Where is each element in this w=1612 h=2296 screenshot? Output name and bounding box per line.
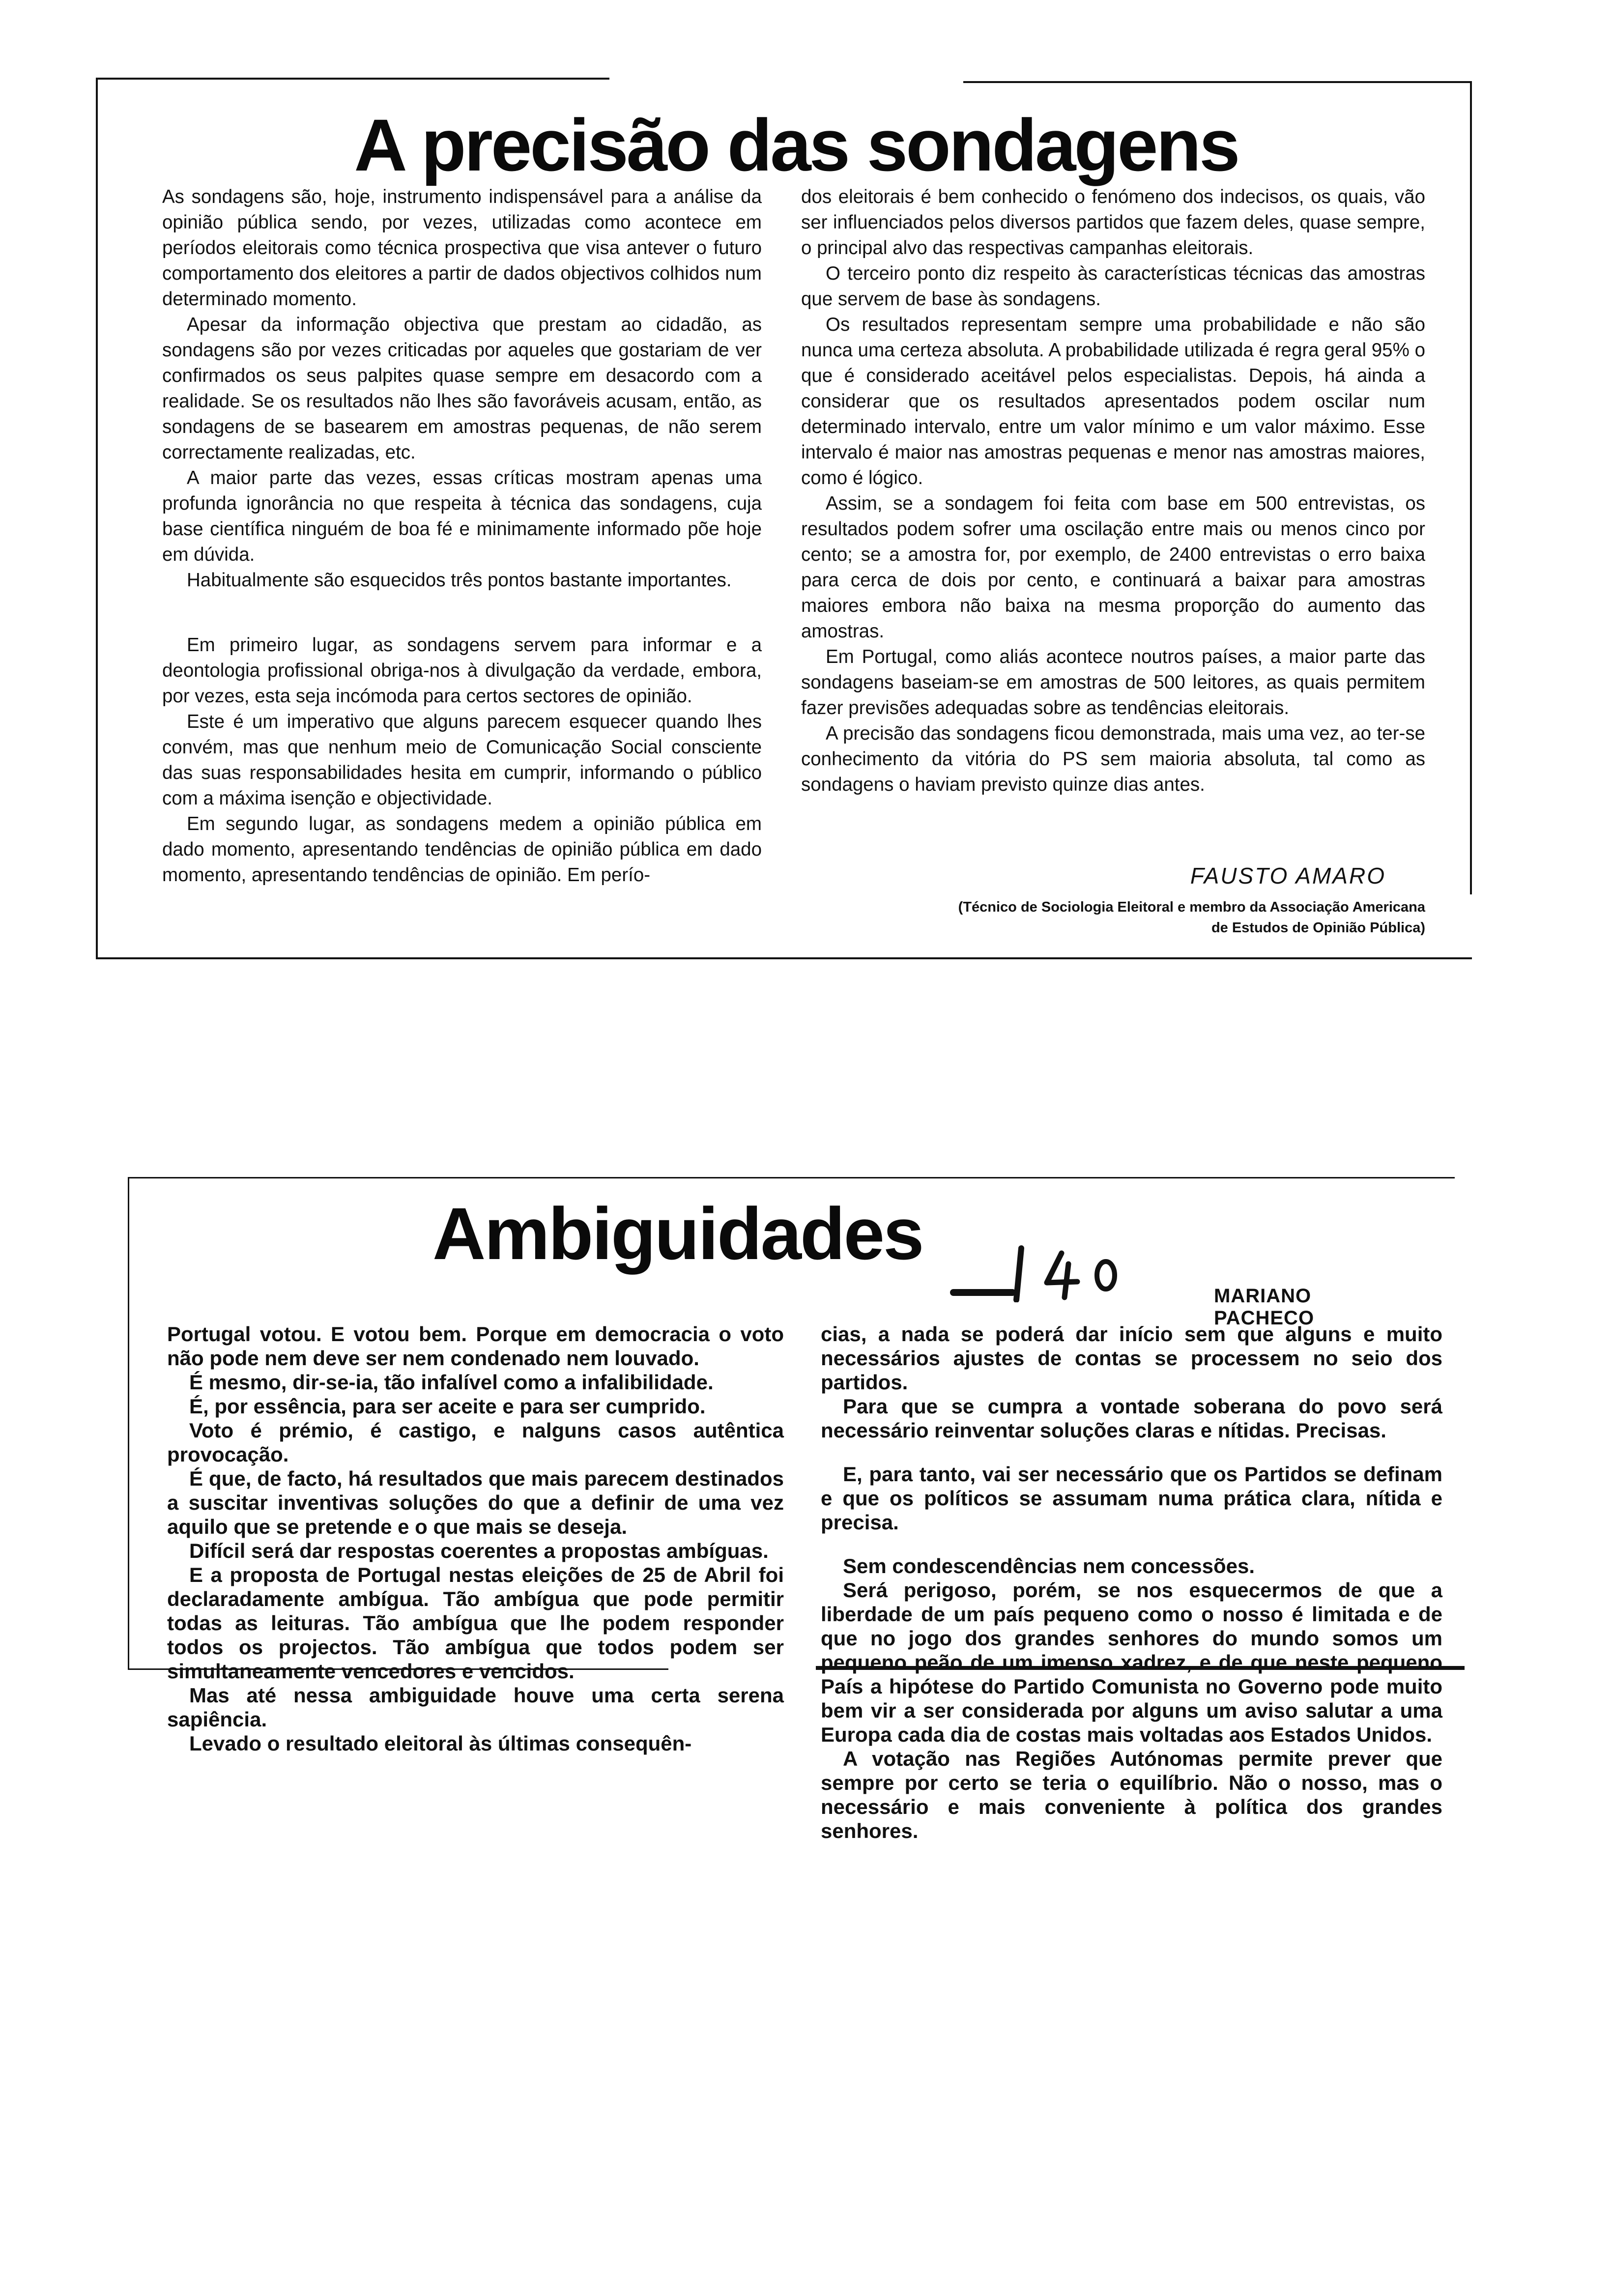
frame-left-rule <box>96 78 98 957</box>
handwritten-mark <box>949 1219 1135 1302</box>
article-column-right <box>801 184 1425 798</box>
frame-right-rule <box>1470 81 1472 894</box>
article-column-right <box>821 1322 1442 1843</box>
author-byline: FAUSTO AMARO <box>1190 863 1386 889</box>
author-byline: MARIANO PACHECO <box>1214 1285 1315 1329</box>
article-column-left <box>162 184 762 888</box>
paragraph: É que, de facto, há resultados que mais parecem destinados a suscitar inventivas soluções do que a definir de uma vez aquilo que se pretende e o que mais se deseja. <box>167 1467 784 1538</box>
frame-top-right-rule <box>963 81 1472 83</box>
frame-left-rule <box>128 1177 129 1668</box>
paragraph: Assim, se a sondagem foi feita com base em 500 entrevistas, os resultados podem sofrer uma oscilação entre mais ou menos cinco por cento; se a amostra for, por exemplo, de 2400 entrevistas o erro baixa para cerca de dois por cento, e continuará a baixar para amostras maiores embora não baixa na mesma proporção do aumento das amostras. <box>801 493 1425 642</box>
paragraph: As sondagens são, hoje, instrumento indispensável para a análise da opinião pública sendo, por vezes, utilizadas como acontece em períodos eleitorais como técnica prospectiva que visa antever o futuro comportamento dos eleitores a partir de dados objectivos colhidos num determinado momento. <box>162 186 762 310</box>
paragraph: Em Portugal, como aliás acontece noutros países, a maior parte das sondagens baseiam-se em amostras de 500 leitores, as quais permitem fazer previsões adequadas sobre as tendências eleitorais. <box>801 646 1425 718</box>
frame-top-left-rule <box>96 78 609 80</box>
paragraph: Para que se cumpra a vontade soberana do povo será necessário reinventar soluções claras e nítidas. Precisas. <box>821 1395 1442 1442</box>
author-credit <box>796 897 1425 938</box>
paragraph: A maior parte das vezes, essas críticas mostram apenas uma profunda ignorância no que respeita à técnica das sondagens, cuja base científica ninguém de boa fé e minimamente informado põe hoje em dúvida. <box>162 467 762 565</box>
paragraph: Voto é prémio, é castigo, e nalguns casos autêntica provocação. <box>167 1419 784 1466</box>
author-credit-line: de Estudos de Opinião Pública) <box>1211 920 1425 936</box>
paragraph: Os resultados representam sempre uma probabilidade e não são nunca uma certeza absoluta. A probabilidade utilizada é regra geral 95% o que é considerado aceitável pelos especialistas. Depois, há ainda a considerar que os resultados apresentados podem oscilar num determinado intervalo, entre um valor mínimo e um valor máximo. Esse intervalo é maior nas amostras pequenas e menor nas amostras maiores, como é lógico. <box>801 314 1425 488</box>
paragraph: A precisão das sondagens ficou demonstrada, mais uma vez, ao ter-se conhecimento da vitória do PS sem maioria absoluta, tal como as sondagens o haviam previsto quinze dias antes. <box>801 723 1425 795</box>
paragraph: Portugal votou. E votou bem. Porque em democracia o voto não pode nem deve ser nem condenado nem louvado. <box>167 1322 784 1370</box>
paragraph: Apesar da informação objectiva que prestam ao cidadão, as sondagens são por vezes criticadas por aqueles que gostariam de ver confirmados os seus palpites quase sempre em desacordo com a realidade. Se os resultados não lhes são favoráveis acusam, então, as sondagens de se basearem em amostras pequenas, de não serem correctamente realizadas, etc. <box>162 314 762 463</box>
paragraph: E, para tanto, vai ser necessário que os Partidos se definam e que os políticos se assumam numa prática clara, nítida e precisa. <box>821 1463 1442 1534</box>
paragraph: Habitualmente são esquecidos três pontos bastante importantes. <box>187 570 732 591</box>
article-column-left <box>167 1322 784 1755</box>
article-title: Ambiguidades <box>432 1192 923 1275</box>
paragraph: dos eleitorais é bem conhecido o fenómeno dos indecisos, os quais, vão ser influenciados pelos diversos partidos que fazem deles, quase sempre, o principal alvo das respectivas campanhas eleitorais. <box>801 186 1425 258</box>
paragraph: É mesmo, dir-se-ia, tão infalível como a infalibilidade. <box>189 1371 714 1394</box>
paragraph: Mas até nessa ambiguidade houve uma certa serena sapiência. <box>167 1684 784 1731</box>
frame-top-rule <box>128 1177 1455 1178</box>
article-title: A precisão das sondagens <box>354 104 1238 186</box>
paragraph: Em segundo lugar, as sondagens medem a opinião pública em dado momento, apresentando tendências de opinião pública em dado momento, apresentando tendências de opinião. Em perío- <box>162 813 762 886</box>
paragraph: cias, a nada se poderá dar início sem que alguns e muito necessários ajustes de contas se processem no seio dos partidos. <box>821 1322 1442 1394</box>
paragraph: O terceiro ponto diz respeito às características técnicas das amostras que servem de base às sondagens. <box>801 263 1425 310</box>
paragraph: Levado o resultado eleitoral às últimas consequên- <box>189 1732 692 1755</box>
frame-bottom-rule <box>96 957 1472 959</box>
paragraph: Será perigoso, porém, se nos esquecermos de que a liberdade de um país pequeno como o nosso é limitada e de que no jogo dos grandes senhores do mundo somos um pequeno peão de um imenso xadrez, e de que neste pequeno País a hipótese do Partido Comunista no Governo pode muito bem vir a ser considerada por alguns um aviso salutar a uma Europa cada dia de costas mais voltadas aos Estados Unidos. <box>821 1578 1442 1746</box>
paragraph: A votação nas Regiões Autónomas permite prever que sempre por certo se teria o equilíbrio. Não o nosso, mas o necessário e mais conveniente à política dos grandes senhores. <box>821 1747 1442 1842</box>
author-credit-line: (Técnico de Sociologia Eleitoral e membro da Associação Americana <box>958 899 1425 915</box>
paragraph: Sem condescendências nem concessões. <box>843 1554 1255 1578</box>
paragraph: Este é um imperativo que alguns parecem esquecer quando lhes convém, mas que nenhum meio de Comunicação Social consciente das suas responsabilidades hesita em cumprir, informando o público com a máxima isenção e objectividade. <box>162 711 762 809</box>
paragraph: Em primeiro lugar, as sondagens servem para informar e a deontologia profissional obriga-nos à divulgação da verdade, embora, por vezes, esta seja incómoda para certos sectores de opinião. <box>162 634 762 707</box>
paragraph: E a proposta de Portugal nestas eleições de 25 de Abril foi declaradamente ambígua. Tão ambígua que pode permitir todas as leituras. Tão ambígua que lhe podem responder todos os projectos. Tão ambígua que todos podem ser simultaneamente vencedores e vencidos. <box>167 1563 784 1683</box>
paragraph: É, por essência, para ser aceite e para ser cumprido. <box>189 1395 706 1418</box>
paragraph: Difícil será dar respostas coerentes a propostas ambíguas. <box>189 1539 769 1562</box>
